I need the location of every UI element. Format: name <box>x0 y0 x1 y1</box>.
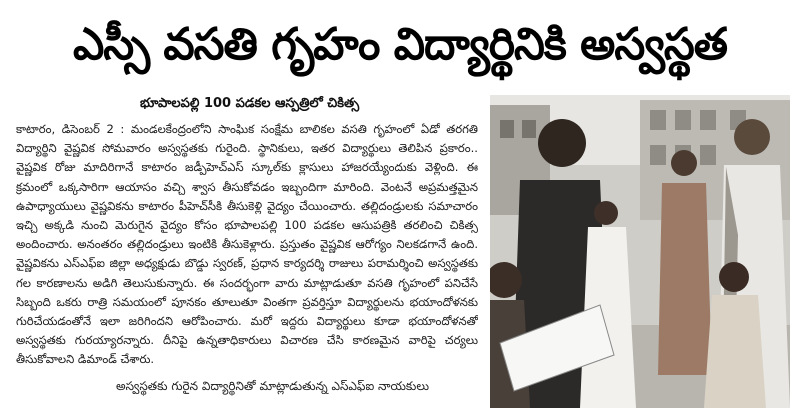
article-body: కాటారం, డిసెంబర్ 2 : మండలకేంద్రంలోని సాంఘిక సంక్షేమ బాలికల వసతి గృహంలో ఏడో తరగతి విద్యార్థిని వైష్ణవిక సోమవారం అస్వస్థతకు గురైంది. స్థానికులు, ఇతర విద్యార్థులు తెలిపిన ప్రకారం.. వైష్ణవిక రోజు మాదిరిగానే కాటారం జడ్పీహెచ్‌ఎస్ స్కూల్‌కు క్లాసులు హాజరయ్యేందుకు వెళ్లింది. ఈ క్రమంలో ఒక్కసారిగా ఆయాసం వచ్చి శ్వాస తీసుకోవడం ఇబ్బందిగా మారింది. వెంటనే అప్రమత్తమైన ఉపాధ్యాయులు వైష్ణవికను కాటారం పీహెచ్‌సీకి తీసుకెళ్లి వైద్యం చేయించారు. తల్లిదండ్రులకు సమాచారం ఇచ్చి అక్కడి నుంచి మెరుగైన వైద్యం కోసం భూపాలపల్లి 100 పడకల ఆసుపత్రికి తరలించి చికిత్స అందించారు. అనంతరం తల్లిదండ్రులు ఇంటికి తీసుకెళ్లారు. ప్రస్తుతం వైష్ణవిక ఆరోగ్యం నిలకడగానే ఉంది. వైష్ణవికను ఎస్‌ఎఫ్ఐ జిల్లా అధ్యక్షుడు బొడ్డు స్వరణ్, ప్రధాన కార్యదర్శి రాజులు పరామర్శించి అస్వస్థతకు గల కారణాలను అడిగి తెలుసుకున్నారు. ఈ సందర్భంగా వారు మాట్లాడుతూ వసతి గృహంలో పనిచేసే సిబ్బంది ఒకరు రాత్రి సమయంలో పూనకం తూలుతూ వింతగా ప్రవర్తిస్తూ విద్యార్థులను భయాందోళనకు గురిచేయడంతోనే ఇలా జరిగిందని ఆరోపించారు. మరో ఇద్దరు విద్యార్థులు కూడా భయాందోళనతో అస్వస్థతకు గురయ్యారన్నారు. దీనిపై ఉన్నతాధికారులు విచారణ చేసి కారణమైన వారిపై చర్యలు తీసుకోవాలని డిమాండ్ చేశారు. <box>16 122 478 367</box>
headline: ఎస్సీ వసతి గృహం విద్యార్థినికి అస్వస్థత <box>72 19 728 70</box>
news-photo <box>490 95 790 408</box>
news-photo-illustration <box>490 95 790 408</box>
subheadline: భూపాలపల్లి 100 పడకల ఆస్పత్రిలో చికిత్స <box>140 96 360 111</box>
photo-caption: అస్వస్థతకు గురైన విద్యార్థినితో మాట్లాడుతున్న ఎస్‌ఎఫ్ఐ నాయకులు <box>116 379 429 393</box>
